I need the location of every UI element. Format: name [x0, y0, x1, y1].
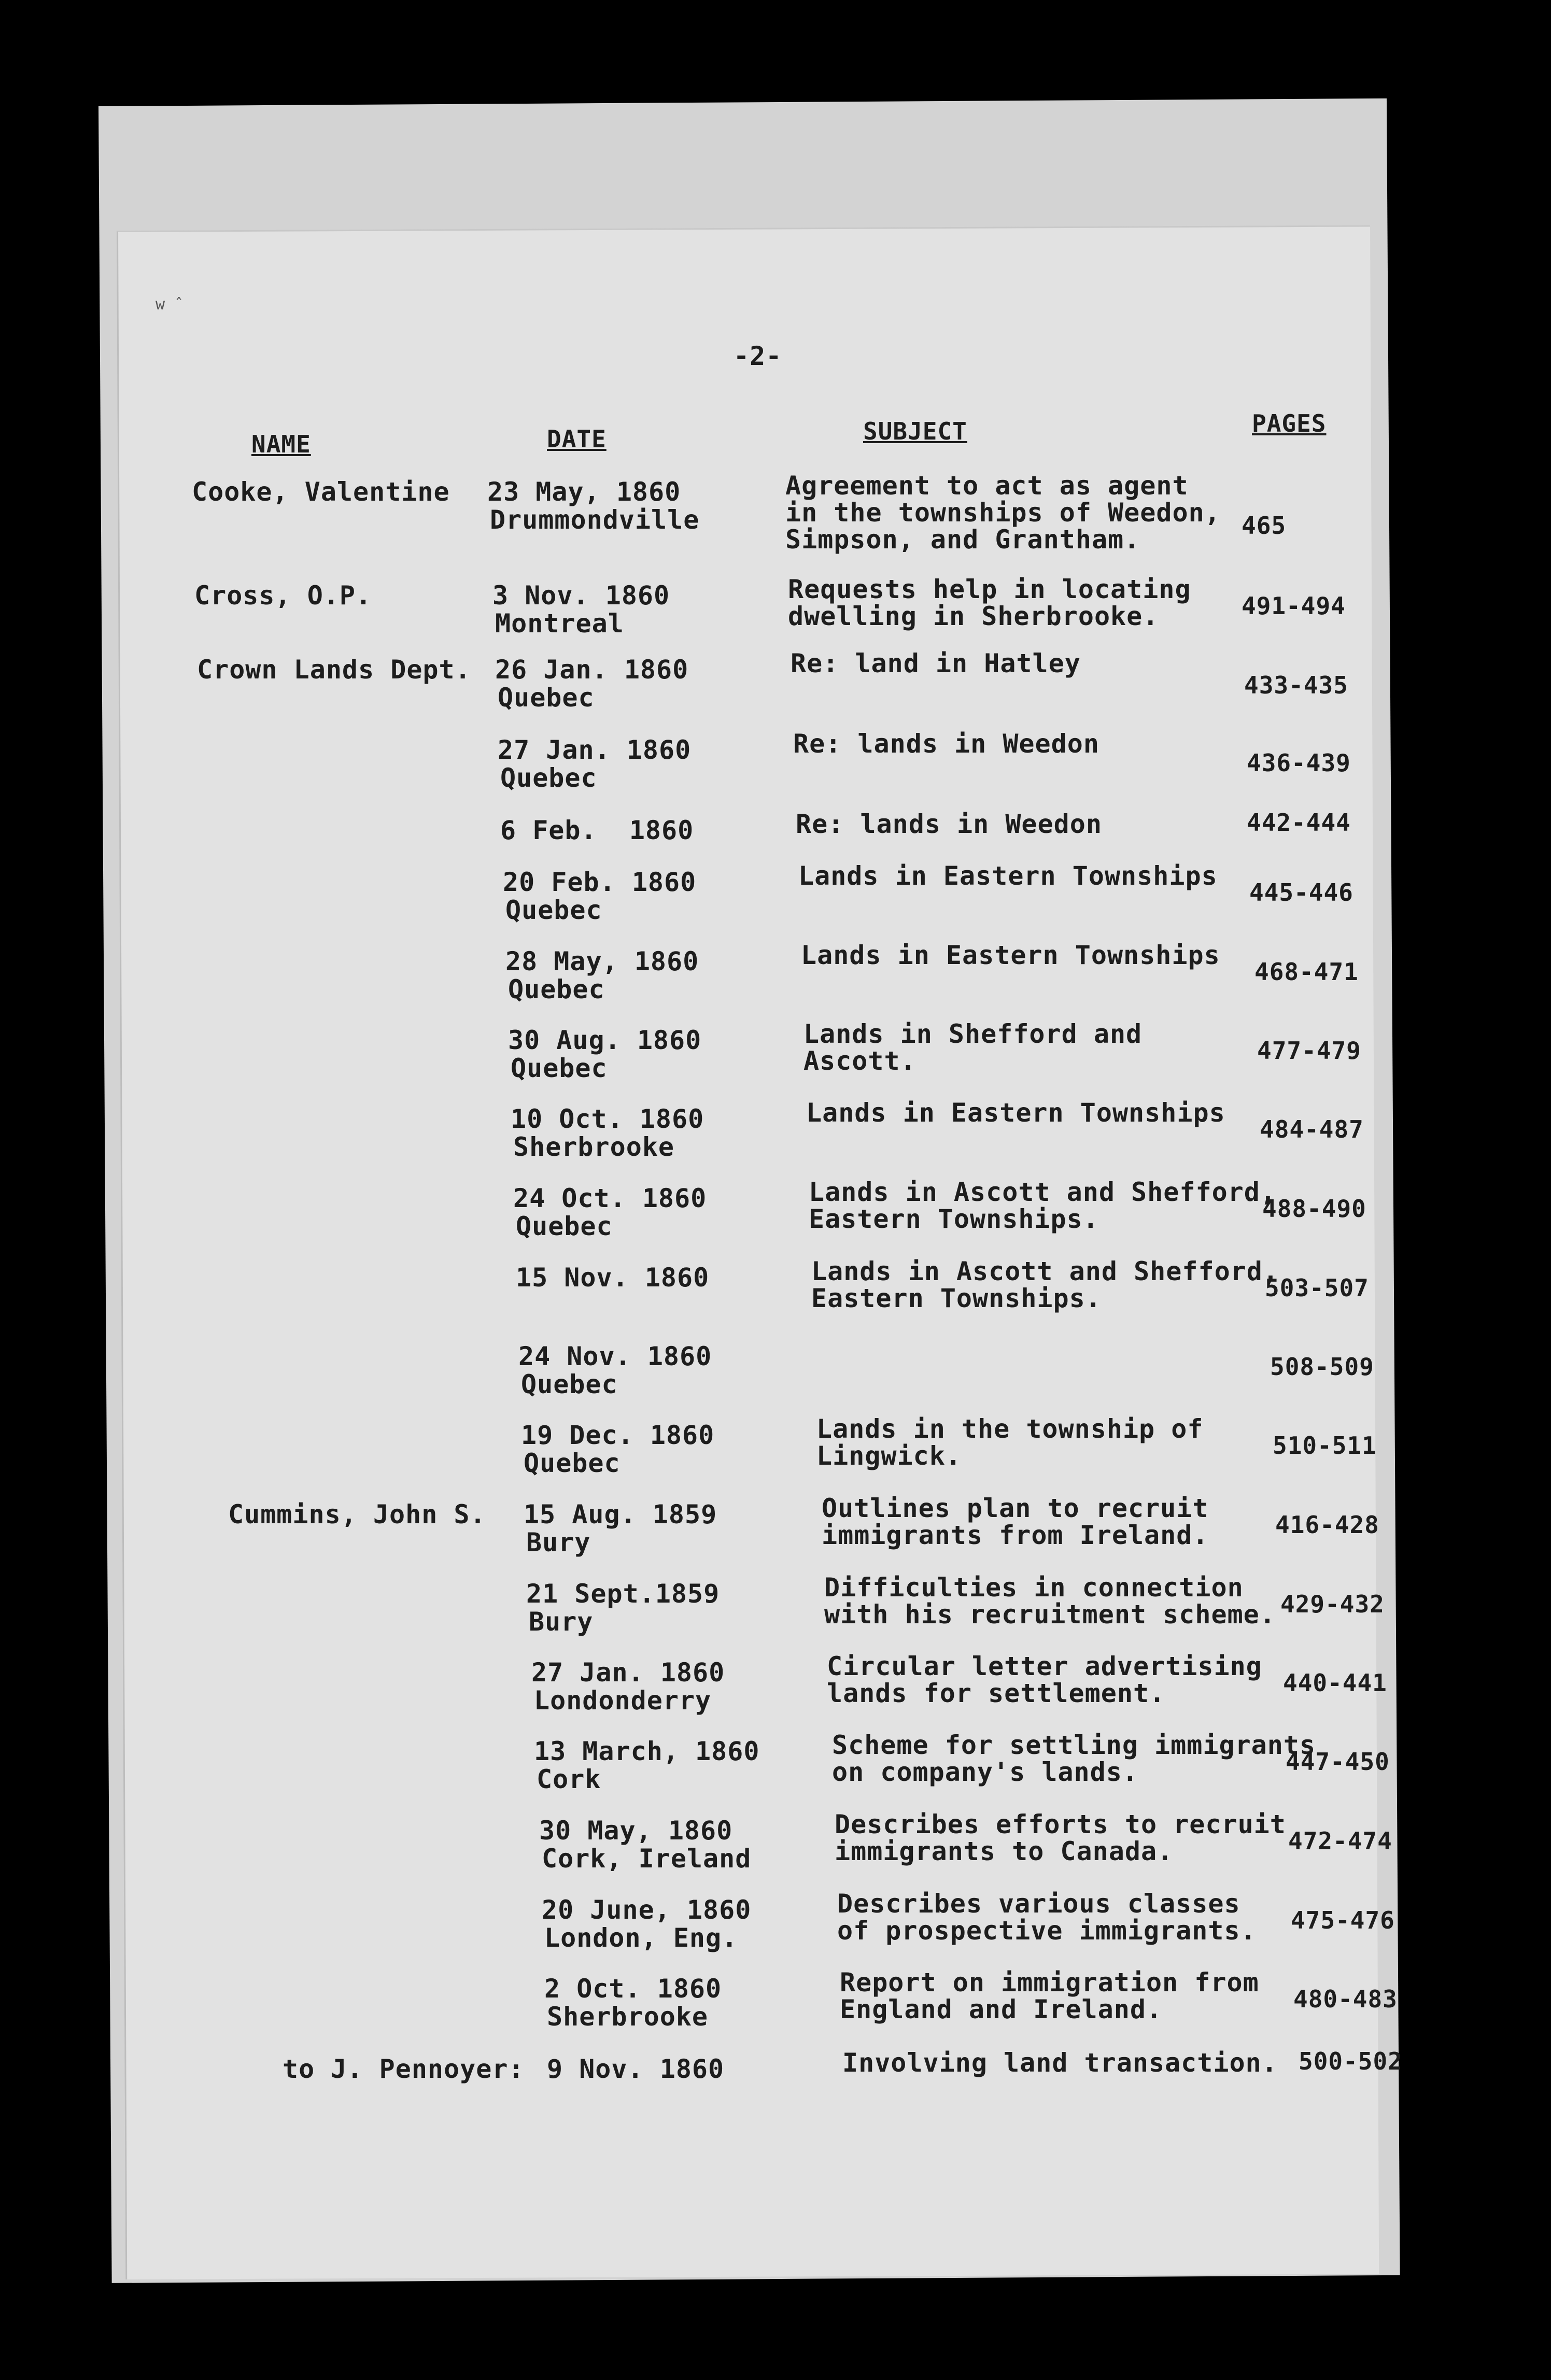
entry-place: Cork: [537, 1764, 601, 1794]
entry-subject-line: immigrants to Canada.: [835, 1836, 1174, 1866]
entry-subject-line: Lands in Ascott and Shefford,: [811, 1256, 1279, 1286]
entry-date: 19 Dec. 1860: [521, 1420, 715, 1450]
entry-pages: 436-439: [1247, 749, 1351, 777]
entry-date: 21 Sept.1859: [526, 1579, 720, 1609]
entry-pages: 491-494: [1242, 592, 1346, 620]
header-pages: PAGES: [1252, 409, 1327, 437]
entry-subject-line: Requests help in locating: [788, 574, 1191, 604]
entry-date: 15 Nov. 1860: [516, 1263, 710, 1293]
entry-subject-line: England and Ireland.: [840, 1994, 1163, 2024]
header-subject: SUBJECT: [863, 417, 967, 445]
entry-date: 24 Oct. 1860: [513, 1183, 707, 1213]
entry-pages: 433-435: [1244, 671, 1348, 699]
entry-subject-line: Lands in Shefford and: [803, 1019, 1143, 1049]
entry-date: 27 Jan. 1860: [531, 1658, 725, 1688]
entry-subject-line: Lands in Eastern Townships: [798, 861, 1218, 891]
entry-pages: 503-507: [1265, 1274, 1369, 1302]
entry-pages: 429-432: [1280, 1590, 1385, 1618]
header-name: NAME: [251, 430, 311, 458]
entry-date: 2 Oct. 1860: [544, 1974, 722, 2004]
entry-place: Londonderry: [534, 1685, 712, 1716]
entry-pages: 447-450: [1286, 1748, 1390, 1776]
entry-subject-line: Re: land in Hatley: [791, 648, 1081, 678]
entry-date: 10 Oct. 1860: [511, 1104, 704, 1134]
entry-subject-line: Circular letter advertising: [827, 1651, 1262, 1681]
entry-pages: 445-446: [1249, 879, 1353, 906]
entry-date: 15 Aug. 1859: [524, 1499, 717, 1529]
entry-subject-line: Involving land transaction.: [842, 2048, 1278, 2078]
entry-date: 6 Feb. 1860: [500, 815, 694, 845]
entry-subject-line: Re: lands in Weedon: [796, 809, 1102, 839]
entry-subject-line: Lingwick.: [816, 1441, 962, 1471]
entry-pages: 416-428: [1275, 1511, 1379, 1539]
entry-place: Bury: [526, 1527, 591, 1557]
entry-name: to J. Pennoyer:: [283, 2054, 525, 2084]
entry-place: Cork, Ireland: [542, 1844, 752, 1874]
entry-date: 26 Jan. 1860: [495, 655, 689, 685]
entry-subject-line: Lands in Eastern Townships: [801, 940, 1220, 970]
entry-subject-line: Simpson, and Grantham.: [785, 525, 1140, 555]
entry-subject-line: Lands in Eastern Townships: [806, 1098, 1225, 1128]
entry-place: Quebec: [508, 974, 605, 1004]
entry-date: 3 Nov. 1860: [492, 580, 670, 611]
entry-pages: 510-511: [1273, 1432, 1377, 1460]
entry-place: Quebec: [511, 1053, 608, 1083]
entry-subject-line: Agreement to act as agent: [785, 471, 1189, 501]
header-date: DATE: [547, 425, 607, 453]
entry-subject-line: Difficulties in connection: [824, 1572, 1244, 1603]
entry-date: 30 May, 1860: [539, 1816, 733, 1846]
entry-subject-line: Scheme for settling immigrants: [832, 1730, 1316, 1760]
entry-pages: 500-502: [1299, 2047, 1403, 2075]
entry-place: Bury: [529, 1607, 594, 1637]
entry-subject-line: with his recruitment scheme.: [824, 1599, 1276, 1630]
margin-marks: w ˆ: [156, 295, 184, 314]
entry-date: 13 March, 1860: [534, 1736, 760, 1766]
entry-pages: 488-490: [1262, 1195, 1366, 1223]
entry-subject-line: immigrants from Ireland.: [822, 1520, 1209, 1550]
entry-date: 27 Jan. 1860: [498, 735, 692, 765]
entry-place: Quebec: [505, 895, 602, 925]
entry-place: Quebec: [521, 1369, 618, 1399]
entry-place: Quebec: [498, 683, 595, 713]
entry-subject-line: dwelling in Sherbrooke.: [788, 601, 1159, 631]
entry-pages: 468-471: [1254, 958, 1359, 986]
entry-subject-line: Outlines plan to recruit: [822, 1493, 1209, 1523]
entry-place: Drummondville: [490, 505, 700, 535]
entry-subject-line: Lands in Ascott and Shefford,: [809, 1177, 1276, 1207]
entry-subject-line: Report on immigration from: [840, 1967, 1259, 1998]
entry-subject-line: Re: lands in Weedon: [793, 729, 1099, 759]
entry-subject-line: Describes various classes: [837, 1889, 1240, 1919]
entry-pages: 480-483: [1293, 1985, 1398, 2013]
entry-place: Sherbrooke: [547, 2002, 709, 2032]
entry-pages: 477-479: [1257, 1037, 1361, 1065]
entry-subject-line: of prospective immigrants.: [837, 1916, 1257, 1946]
entry-pages: 475-476: [1291, 1906, 1395, 1934]
entry-pages: 440-441: [1283, 1669, 1387, 1697]
entry-pages: 484-487: [1260, 1115, 1364, 1143]
entry-subject-line: Lands in the township of: [816, 1414, 1204, 1444]
entry-subject-line: Eastern Townships.: [811, 1283, 1102, 1313]
entry-pages: 465: [1242, 512, 1287, 540]
entry-subject-line: lands for settlement.: [827, 1678, 1166, 1708]
entry-date: 20 June, 1860: [542, 1895, 752, 1925]
entry-subject-line: Describes efforts to recruit: [835, 1809, 1286, 1839]
entry-date: 23 May, 1860: [487, 477, 681, 507]
entry-pages: 508-509: [1270, 1353, 1374, 1381]
entry-date: 20 Feb. 1860: [503, 867, 697, 897]
entry-name: Crown Lands Dept.: [197, 655, 471, 685]
entry-name: Cummins, John S.: [228, 1499, 486, 1529]
entry-subject-line: Eastern Townships.: [809, 1204, 1099, 1234]
entry-pages: 472-474: [1288, 1827, 1392, 1855]
entry-subject-line: on company's lands.: [832, 1757, 1138, 1787]
entry-place: Quebec: [516, 1211, 613, 1241]
entry-name: Cooke, Valentine: [192, 477, 450, 507]
entry-place: Quebec: [500, 763, 597, 793]
entry-name: Cross, O.P.: [194, 580, 372, 611]
entry-date: 9 Nov. 1860: [547, 2054, 725, 2084]
entry-subject-line: in the townships of Weedon,: [785, 498, 1221, 528]
page-number: -2-: [734, 341, 782, 371]
entry-date: 28 May, 1860: [505, 946, 699, 976]
entry-place: London, Eng.: [544, 1923, 738, 1953]
entry-pages: 442-444: [1247, 809, 1351, 837]
entry-subject-line: Ascott.: [803, 1046, 917, 1076]
entry-date: 30 Aug. 1860: [508, 1025, 702, 1055]
entry-place: Quebec: [524, 1448, 621, 1478]
entry-date: 24 Nov. 1860: [518, 1341, 712, 1371]
entry-place: Montreal: [495, 608, 624, 639]
entry-place: Sherbrooke: [513, 1132, 675, 1162]
